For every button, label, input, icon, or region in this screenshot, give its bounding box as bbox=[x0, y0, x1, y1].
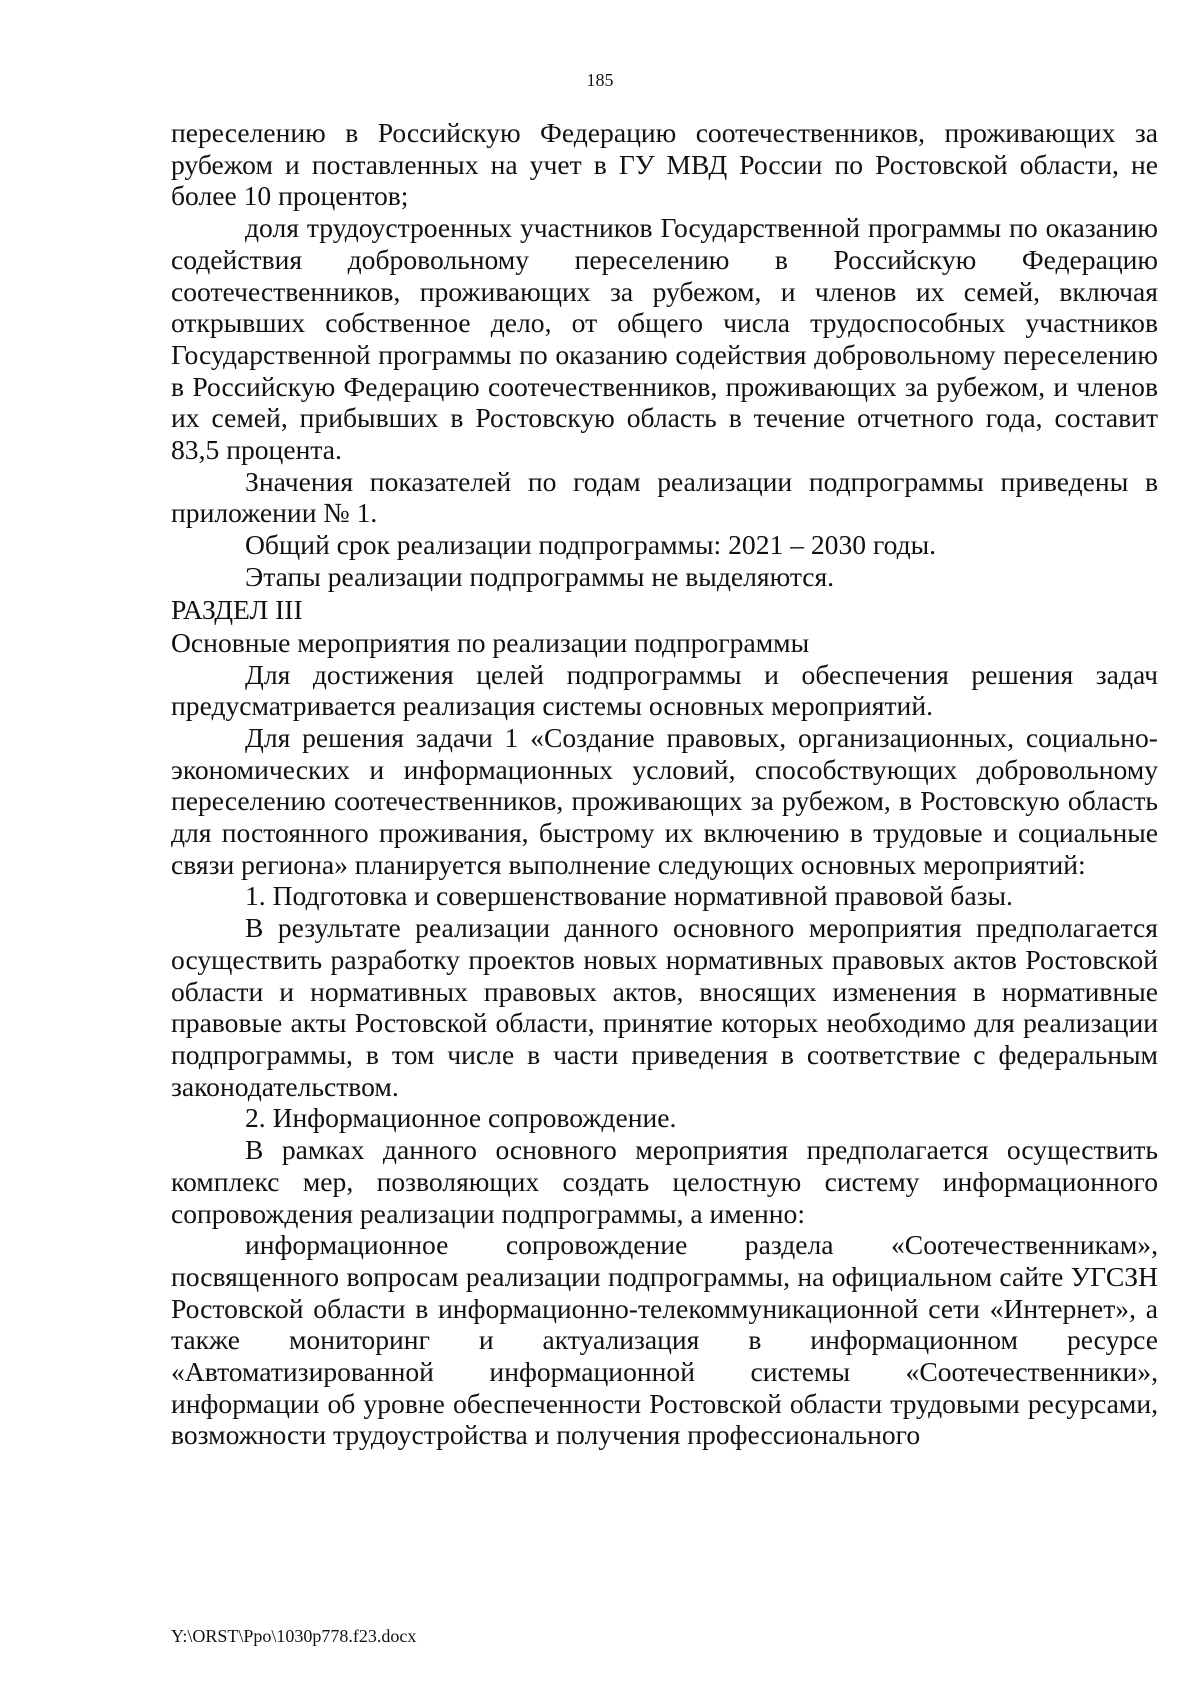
document-body bbox=[171, 117, 1158, 1451]
paragraph-continuation: переселению в Российскую Федерацию соотечественников, проживающих за рубежом и поставленных на учет в ГУ МВД России по Ростовской области, не более 10 процентов; bbox=[171, 117, 1158, 212]
paragraph-info-support: В рамках данного основного мероприятия предполагается осуществить комплекс мер, позволяющих создать целостную систему информационного сопровождения реализации подпрограммы, а именно: bbox=[171, 1134, 1158, 1229]
paragraph-legal-base: В результате реализации данного основного мероприятия предполагается осуществить разработку проектов новых нормативных правовых актов Ростовской области и нормативных правовых актов, вносящих изменения в нормативные правовые акты Ростовской области, принятие которых необходимо для реализации подпрограммы, в том числе в части приведения в соответствие с федеральным законодательством. bbox=[171, 912, 1158, 1102]
paragraph-indicator-share: доля трудоустроенных участников Государственной программы по оказанию содействия добровольному переселению в Российскую Федерацию соотечественников, проживающих за рубежом, и членов их семей, включая открывших собственное дело, от общего числа трудоспособных участников Государственной программы по оказанию содействия добровольному переселению в Российскую Федерацию соотечественников, проживающих за рубежом, и членов их семей, прибывших в Ростовскую область в течение отчетного года, составит 83,5 процента. bbox=[171, 212, 1158, 466]
paragraph-info-details: информационное сопровождение раздела «Соотечественникам», посвященного вопросам реализации подпрограммы, на официальном сайте УГСЗН Ростовской области в информационно-телекоммуникационной сети «Интернет», а также мониторинг и актуализация в информационном ресурсе «Автоматизированной информационной системы «Соотечественники», информации об уровне обеспеченности Ростовской области трудовыми ресурсами, возможности трудоустройства и получения профессионального bbox=[171, 1229, 1158, 1451]
list-item-2: 2. Информационное сопровождение. bbox=[245, 1102, 677, 1134]
list-item-1: 1. Подготовка и совершенствование нормативной правовой базы. bbox=[245, 880, 1013, 912]
section-subtitle: Основные мероприятия по реализации подпрограммы bbox=[171, 626, 810, 658]
page-number: 185 bbox=[586, 70, 614, 90]
footer-file-path: Y:\ORST\Ppo\1030p778.f23.docx bbox=[171, 1626, 417, 1646]
paragraph-indicator-values: Значения показателей по годам реализации подпрограммы приведены в приложении № 1. bbox=[171, 465, 1158, 529]
paragraph-task-1: Для решения задачи 1 «Создание правовых, организационных, социально-экономических и информационных условий, способствующих добровольному переселению соотечественников, проживающих за рубежом, в Ростовскую область для постоянного проживания, быстрому их включению в трудовые и социальные связи региона» планируется выполнение следующих основных мероприятий: bbox=[171, 721, 1158, 880]
paragraph-stages: Этапы реализации подпрограммы не выделяются. bbox=[245, 560, 835, 592]
paragraph-goals: Для достижения целей подпрограммы и обеспечения решения задач предусматривается реализация системы основных мероприятий. bbox=[171, 658, 1158, 722]
section-heading: РАЗДЕЛ III bbox=[171, 593, 303, 625]
paragraph-term: Общий срок реализации подпрограммы: 2021 – 2030 годы. bbox=[245, 529, 937, 561]
